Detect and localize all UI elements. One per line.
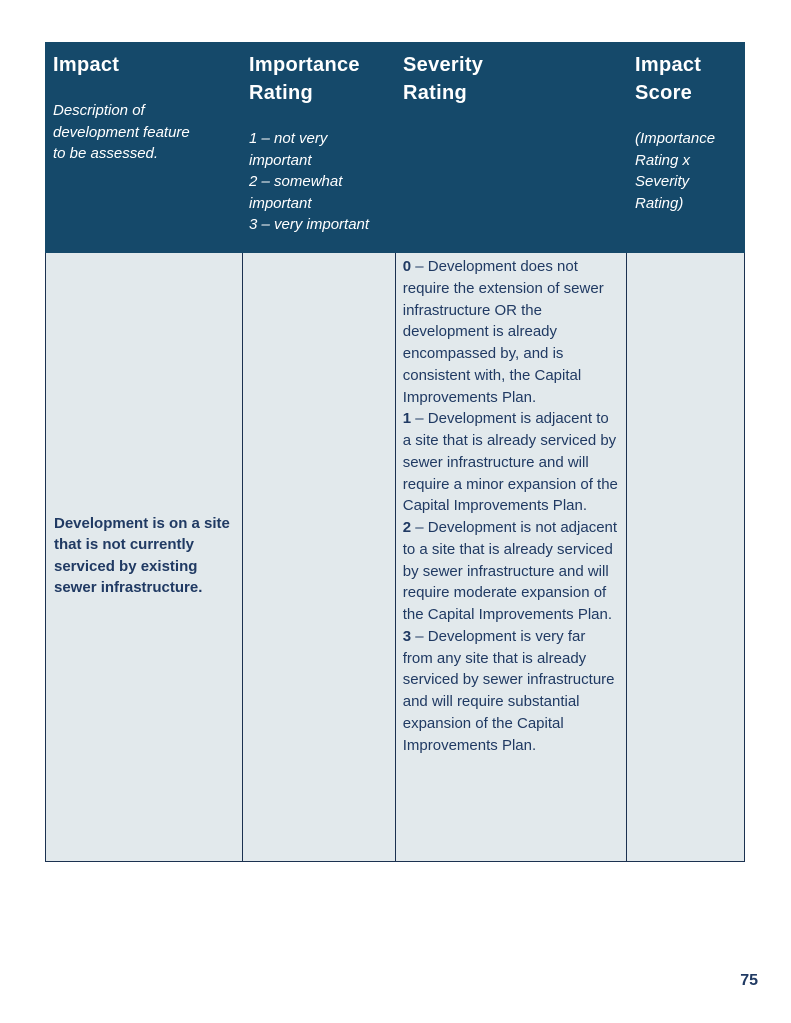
impact-description-text: Development is on a site that is not currently serviced by existing sewer infrastructure. — [54, 514, 230, 596]
header-cell-severity-rating — [395, 42, 627, 253]
severity-level-1-text: – Development is adjacent to a site that is already serviced by sewer infrastructure and will require a minor expansion of the Capital Improvements Plan. — [402, 410, 618, 515]
header-cell-importance-rating — [241, 42, 395, 253]
severity-level-2-text: – Development is not adjacent to a site that is already serviced by sewer infrastructure and will require moderate expansion of the Capital Improvements Plan. — [402, 519, 618, 623]
cell-importance-rating — [242, 253, 395, 861]
impact-score-table — [45, 42, 745, 862]
importance-rating-scale — [249, 128, 388, 236]
severity-level-3 — [403, 626, 619, 757]
table-row — [45, 253, 745, 862]
importance-scale-2: 2 – somewhat important — [249, 173, 343, 212]
page-number: 75 — [740, 972, 758, 989]
severity-level-2-value: 2 — [402, 519, 412, 536]
severity-level-1 — [403, 408, 619, 517]
severity-level-1-value: 1 — [402, 410, 412, 428]
importance-scale-1: 1 – not very important — [249, 130, 328, 169]
severity-level-3-text: – Development is very far from any site that is already serviced by sewer infrastructure and will require substantial expansion of the Capital Improvements Plan. — [402, 627, 615, 754]
severity-level-3-value: 3 — [402, 627, 412, 645]
column-subtitle-impact: Description of development feature to be assessed. — [53, 102, 190, 162]
severity-level-0 — [403, 256, 619, 408]
cell-impact-score — [626, 253, 744, 861]
column-title-importance-rating: Importance Rating — [249, 54, 360, 104]
cell-severity-rating — [395, 253, 626, 861]
cell-impact-description — [46, 253, 242, 861]
column-title-impact: Impact — [53, 54, 120, 76]
column-subtitle-impact-score: (Importance Rating x Severity Rating) — [635, 130, 716, 212]
severity-level-2 — [403, 517, 619, 626]
severity-level-0-text: – Development does not require the extension of sewer infrastructure OR the development is already encompassed by, and is consistent with, the Capital Improvements Plan. — [402, 258, 604, 406]
column-title-severity-rating: Severity Rating — [403, 54, 484, 104]
header-cell-impact-score — [627, 42, 745, 253]
severity-level-0-value: 0 — [402, 258, 412, 275]
importance-scale-3: 3 – very important — [249, 216, 370, 233]
header-cell-impact — [45, 42, 241, 253]
table-header-row — [45, 42, 745, 253]
column-title-impact-score: Impact Score — [635, 54, 702, 104]
